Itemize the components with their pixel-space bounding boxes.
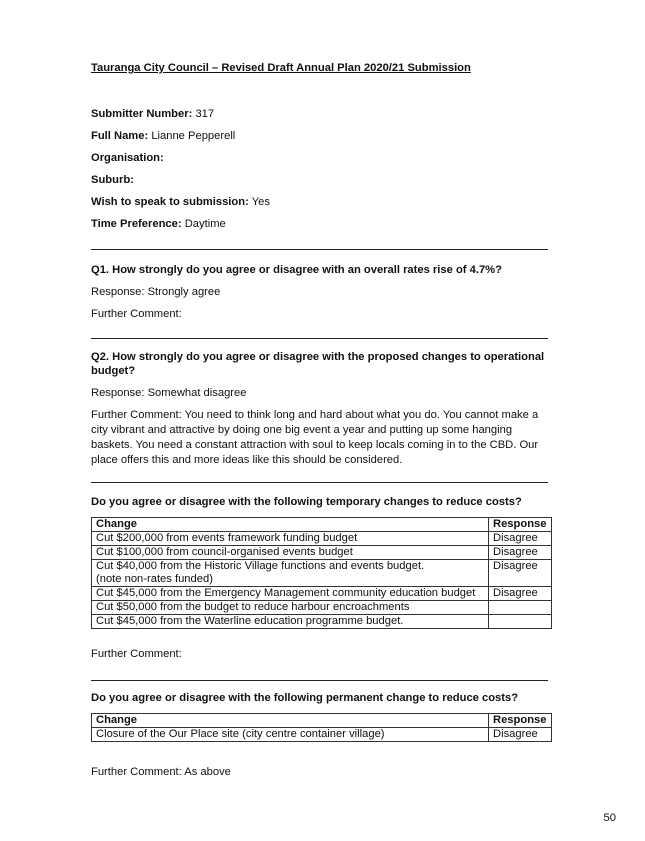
full-name bbox=[91, 130, 235, 142]
response-cell bbox=[489, 615, 552, 629]
change-cell-note: (note non-rates funded) bbox=[96, 573, 213, 585]
document-title: Tauranga City Council – Revised Draft Annual Plan 2020/21 Submission bbox=[91, 62, 471, 74]
col-change-header: Change bbox=[92, 518, 489, 532]
time-preference bbox=[91, 218, 226, 230]
temp-comment: Further Comment: bbox=[91, 648, 182, 660]
suburb bbox=[91, 174, 134, 186]
organisation bbox=[91, 152, 164, 164]
q1-response: Response: Strongly agree bbox=[91, 286, 221, 298]
temp-question: Do you agree or disagree with the following temporary changes to reduce costs? bbox=[91, 496, 522, 508]
divider bbox=[91, 249, 548, 250]
change-cell: Cut $200,000 from events framework funding budget bbox=[92, 532, 489, 546]
table-row bbox=[92, 728, 552, 742]
divider bbox=[91, 680, 548, 681]
response-cell: Disagree bbox=[489, 587, 552, 601]
full-name-value: Lianne Pepperell bbox=[151, 130, 236, 142]
response-cell: Disagree bbox=[489, 546, 552, 560]
change-cell bbox=[92, 560, 489, 587]
table-row bbox=[92, 615, 552, 629]
change-cell: Cut $50,000 from the budget to reduce harbour encroachments bbox=[92, 601, 489, 615]
divider bbox=[91, 482, 548, 483]
q2-question: Q2. How strongly do you agree or disagree with the proposed changes to operational budget? bbox=[91, 351, 545, 377]
page-number: 50 bbox=[603, 812, 616, 824]
q2-response: Response: Somewhat disagree bbox=[91, 387, 247, 399]
table-row bbox=[92, 587, 552, 601]
q2-comment: Further Comment: You need to think long and hard about what you do. You cannot make a city vibrant and attractive by doing one big event a year and putting up some hanging baskets. You need a constant attraction with soul to keep locals coming in to the CBD. Our place offers this and more ideas like this should be considered. bbox=[91, 409, 539, 466]
time-preference-value: Daytime bbox=[184, 218, 226, 230]
change-cell: Cut $45,000 from the Emergency Management community education budget bbox=[92, 587, 489, 601]
col-response-header: Response bbox=[489, 518, 552, 532]
table-row bbox=[92, 560, 552, 587]
response-cell: Disagree bbox=[489, 532, 552, 546]
wish-to-speak-value: Yes bbox=[251, 196, 270, 208]
suburb-label: Suburb: bbox=[91, 174, 134, 186]
submitter-number-value: 317 bbox=[195, 108, 215, 120]
response-cell: Disagree bbox=[489, 728, 552, 742]
table-header-row bbox=[92, 714, 552, 728]
change-cell: Cut $45,000 from the Waterline education programme budget. bbox=[92, 615, 489, 629]
response-cell: Disagree bbox=[489, 560, 552, 587]
col-change-header: Change bbox=[92, 714, 489, 728]
table-header-row bbox=[92, 518, 552, 532]
organisation-label: Organisation: bbox=[91, 152, 164, 164]
table-row bbox=[92, 532, 552, 546]
full-name-label: Full Name: bbox=[91, 130, 149, 142]
q1-comment: Further Comment: bbox=[91, 308, 182, 320]
change-cell: Cut $100,000 from council-organised events budget bbox=[92, 546, 489, 560]
q1-question: Q1. How strongly do you agree or disagree with an overall rates rise of 4.7%? bbox=[91, 264, 502, 276]
table-row bbox=[92, 601, 552, 615]
divider bbox=[91, 338, 548, 339]
time-preference-label: Time Preference: bbox=[91, 218, 182, 230]
table-row bbox=[92, 546, 552, 560]
change-cell: Closure of the Our Place site (city centre container village) bbox=[92, 728, 489, 742]
perm-question: Do you agree or disagree with the following permanent change to reduce costs? bbox=[91, 692, 519, 704]
wish-to-speak bbox=[91, 196, 270, 208]
perm-changes-table bbox=[91, 713, 552, 742]
perm-comment: Further Comment: As above bbox=[91, 766, 231, 778]
response-cell bbox=[489, 601, 552, 615]
wish-to-speak-label: Wish to speak to submission: bbox=[91, 196, 249, 208]
col-response-header: Response bbox=[489, 714, 552, 728]
submitter-number bbox=[91, 108, 214, 120]
submitter-number-label: Submitter Number: bbox=[91, 108, 193, 120]
temp-changes-table bbox=[91, 517, 552, 629]
change-cell-line: Cut $40,000 from the Historic Village functions and events budget. bbox=[96, 560, 425, 572]
